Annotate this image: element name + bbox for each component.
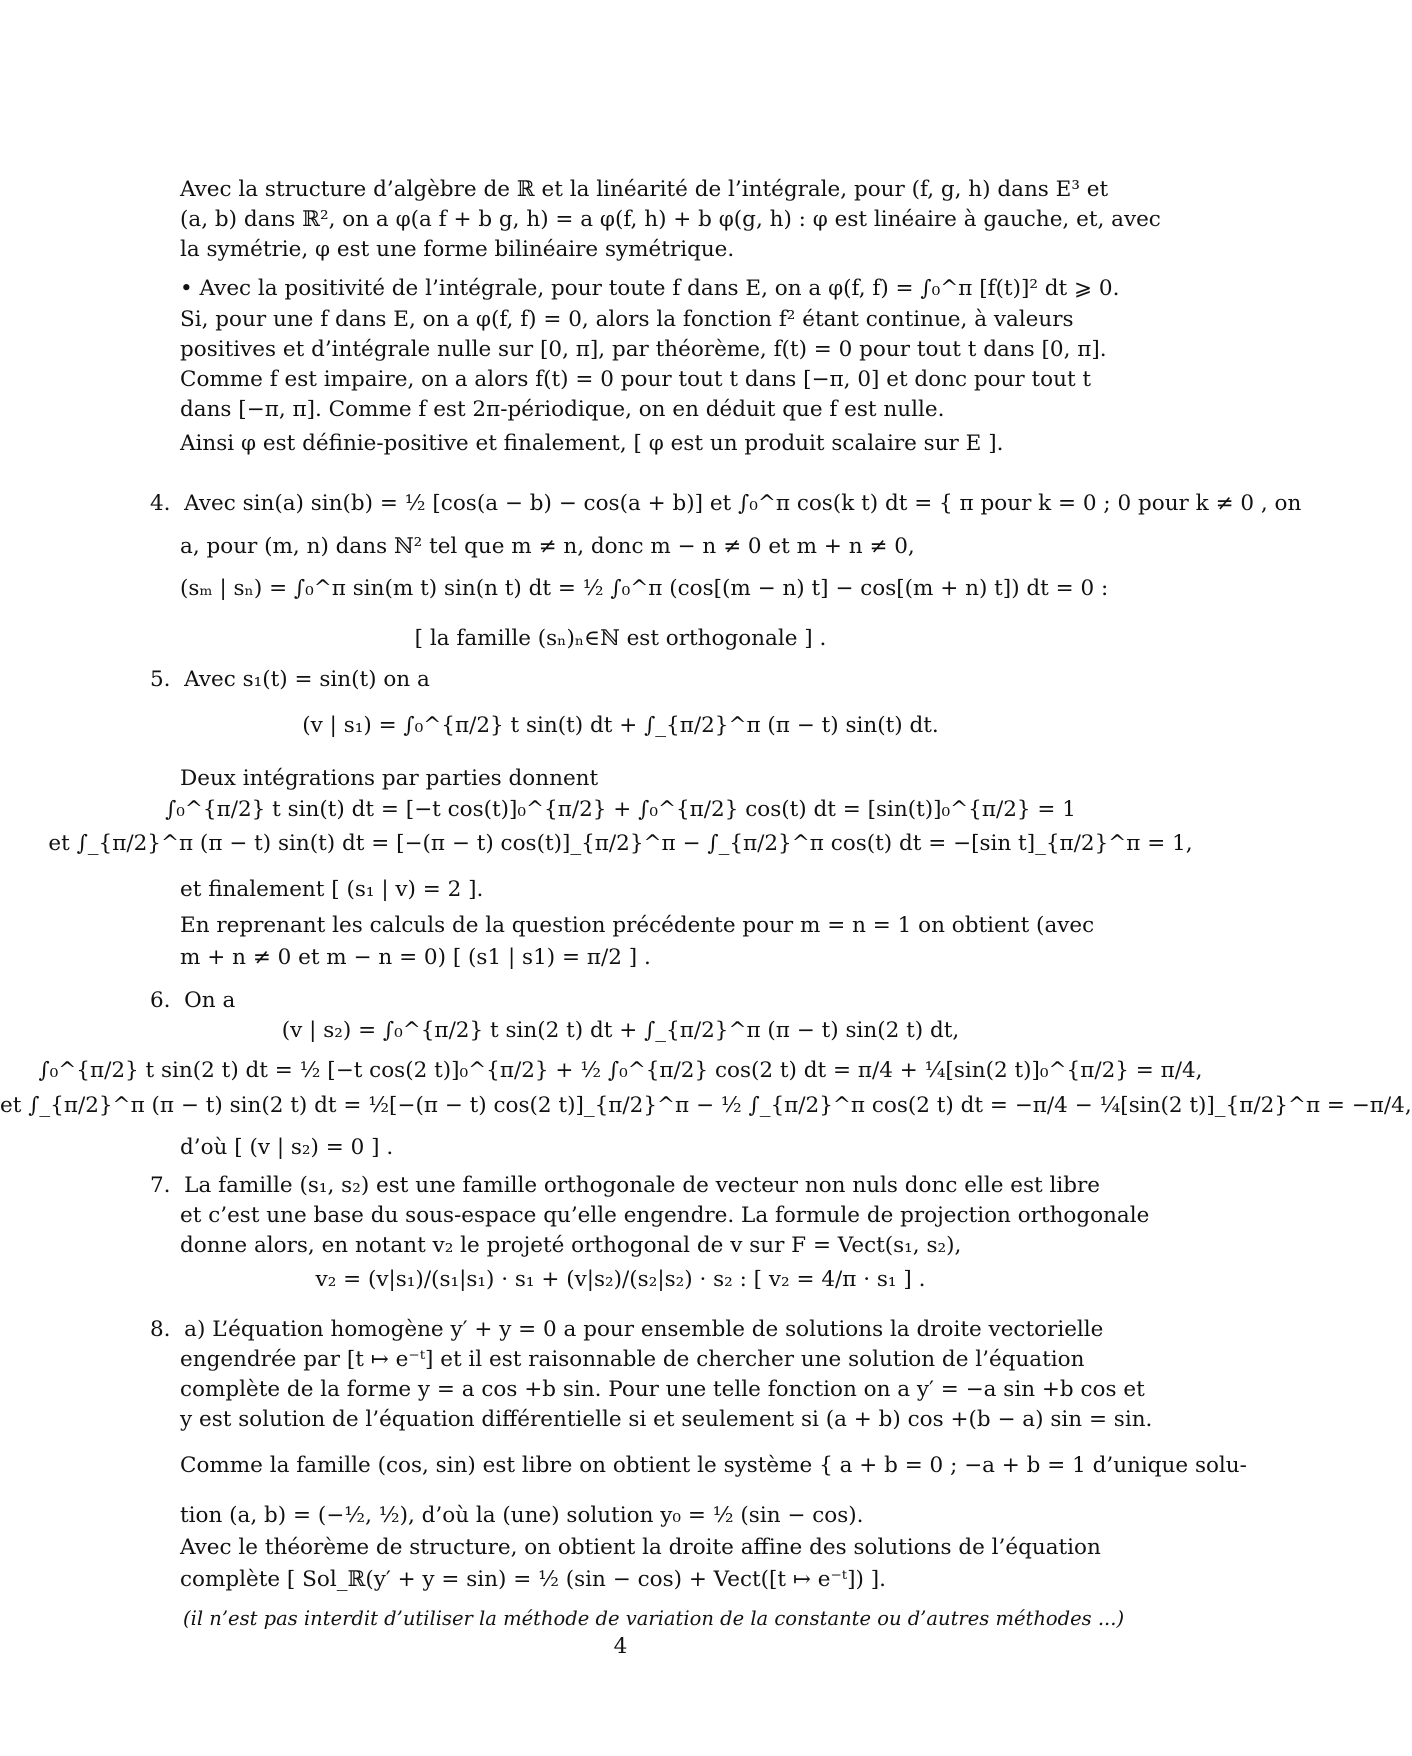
text-line: complète de la forme y = a cos +b sin. Pour une telle fonction on a y′ = −a sin +b cos et (180, 1377, 1145, 1402)
text-line: Avec la structure d’algèbre de ℝ et la linéarité de l’intégrale, pour (f, g, h) dans E³ et (180, 177, 1109, 202)
text-line: Si, pour une f dans E, on a φ(f, f) = 0, alors la fonction f² étant continue, à valeurs (180, 307, 1074, 332)
text-line: engendrée par [t ↦ e⁻ᵗ] et il est raisonnable de chercher une solution de l’équation (180, 1347, 1085, 1372)
text-line: dans [−π, π]. Comme f est 2π-périodique, on en déduit que f est nulle. (180, 397, 945, 422)
text-line: positives et d’intégrale nulle sur [0, π], par théorème, f(t) = 0 pour tout t dans [0, π]. (180, 337, 1107, 362)
text-line: 8. a) L’équation homogène y′ + y = 0 a pour ensemble de solutions la droite vectorielle (150, 1317, 1104, 1342)
text-line: 4. Avec sin(a) sin(b) = ½ [cos(a − b) − cos(a + b)] et ∫₀^π cos(k t) dt = { π pour k = 0 ; 0 pour k ≠ 0 , on (150, 491, 1302, 516)
text-line: d’où [ (v | s₂) = 0 ] . (180, 1135, 394, 1160)
text-line: Comme la famille (cos, sin) est libre on obtient le système { a + b = 0 ; −a + b = 1 d’unique solu- (180, 1453, 1247, 1478)
text-line: tion (a, b) = (−½, ½), d’où la (une) solution y₀ = ½ (sin − cos). (180, 1503, 864, 1528)
page-number: 4 (613, 1634, 628, 1659)
text-line: [ la famille (sₙ)ₙ∈ℕ est orthogonale ] . (414, 626, 827, 651)
text-line: 6. On a (150, 988, 236, 1013)
closing-note: (il n’est pas interdit d’utiliser la méthode de variation de la constante ou d’autres méthodes ...) (183, 1607, 1125, 1630)
text-line: Ainsi φ est définie-positive et finalement, [ φ est un produit scalaire sur E ]. (180, 431, 1004, 456)
text-line: a, pour (m, n) dans ℕ² tel que m ≠ n, donc m − n ≠ 0 et m + n ≠ 0, (180, 534, 915, 559)
text-line: (a, b) dans ℝ², on a φ(a f + b g, h) = a φ(f, h) + b φ(g, h) : φ est linéaire à gauche, et, avec (180, 207, 1161, 232)
text-line: 5. Avec s₁(t) = sin(t) on a (150, 667, 430, 692)
text-line: et ∫_{π/2}^π (π − t) sin(t) dt = [−(π − t) cos(t)]_{π/2}^π − ∫_{π/2}^π cos(t) dt = −[sin t]_{π/2}^π = 1, (48, 831, 1193, 856)
text-line: • Avec la positivité de l’intégrale, pour toute f dans E, on a φ(f, f) = ∫₀^π [f(t)]² dt ⩾ 0. (180, 276, 1120, 301)
text-line: et ∫_{π/2}^π (π − t) sin(2 t) dt = ½[−(π − t) cos(2 t)]_{π/2}^π − ½ ∫_{π/2}^π cos(2 t) dt = −π/4 − ¼[sin(2 t)]_{π/2}^π = −π/4, (0, 1093, 1412, 1118)
text-line: Deux intégrations par parties donnent (180, 766, 599, 791)
text-line: 7. La famille (s₁, s₂) est une famille orthogonale de vecteur non nuls donc elle est libre (150, 1173, 1101, 1198)
text-line: Avec le théorème de structure, on obtient la droite affine des solutions de l’équation (180, 1535, 1101, 1560)
text-line: et c’est une base du sous-espace qu’elle engendre. La formule de projection orthogonale (180, 1203, 1150, 1228)
text-line: En reprenant les calculs de la question précédente pour m = n = 1 on obtient (avec (180, 913, 1095, 938)
text-line: et finalement [ (s₁ | v) = 2 ]. (180, 877, 484, 902)
text-line: complète [ Sol_ℝ(y′ + y = sin) = ½ (sin − cos) + Vect([t ↦ e⁻ᵗ]) ]. (180, 1567, 886, 1592)
text-line: donne alors, en notant v₂ le projeté orthogonal de v sur F = Vect(s₁, s₂), (180, 1233, 962, 1258)
text-line: la symétrie, φ est une forme bilinéaire symétrique. (180, 237, 735, 262)
text-line: m + n ≠ 0 et m − n = 0) [ (s1 | s1) = π/2 ] . (180, 945, 651, 970)
text-line: (v | s₁) = ∫₀^{π/2} t sin(t) dt + ∫_{π/2}^π (π − t) sin(t) dt. (302, 713, 939, 738)
text-line: (v | s₂) = ∫₀^{π/2} t sin(2 t) dt + ∫_{π/2}^π (π − t) sin(2 t) dt, (281, 1018, 960, 1043)
text-line: Comme f est impaire, on a alors f(t) = 0 pour tout t dans [−π, 0] et donc pour tout t (180, 367, 1092, 392)
text-line: y est solution de l’équation différentielle si et seulement si (a + b) cos +(b − a) sin = sin. (180, 1407, 1153, 1432)
text-line: ∫₀^{π/2} t sin(2 t) dt = ½ [−t cos(2 t)]₀^{π/2} + ½ ∫₀^{π/2} cos(2 t) dt = π/4 + ¼[sin(2 t)]₀^{π/2} = π/4, (38, 1058, 1203, 1083)
text-line: (sₘ | sₙ) = ∫₀^π sin(m t) sin(n t) dt = ½ ∫₀^π (cos[(m − n) t] − cos[(m + n) t]) dt = 0 : (180, 576, 1109, 601)
text-line: v₂ = (v|s₁)/(s₁|s₁) · s₁ + (v|s₂)/(s₂|s₂) · s₂ : [ v₂ = 4/π · s₁ ] . (315, 1267, 926, 1292)
text-line: ∫₀^{π/2} t sin(t) dt = [−t cos(t)]₀^{π/2} + ∫₀^{π/2} cos(t) dt = [sin(t)]₀^{π/2} = 1 (165, 797, 1076, 822)
